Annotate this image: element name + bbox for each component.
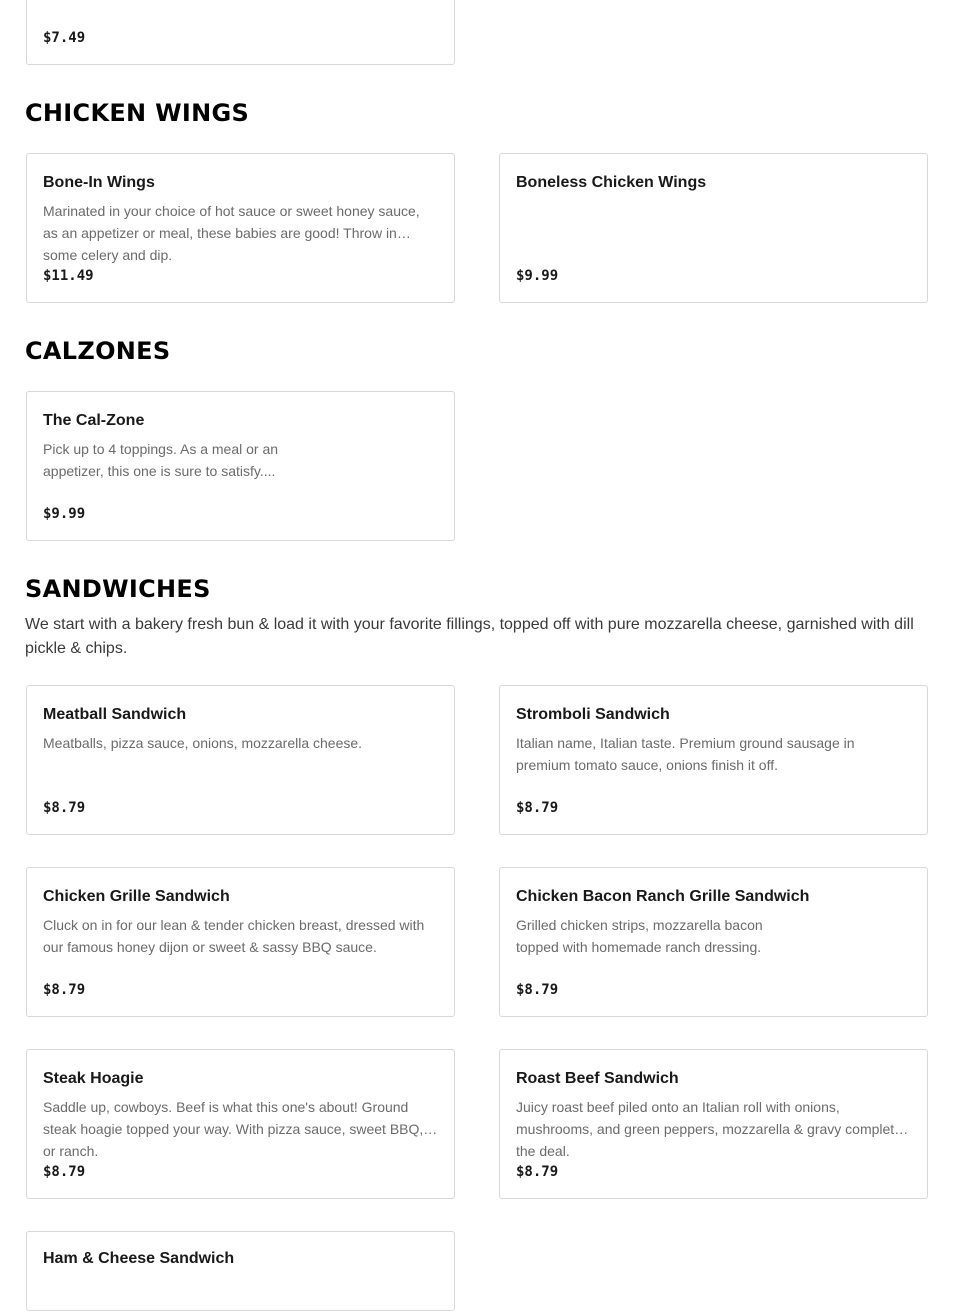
item-description: Cluck on in for our lean & tender chicken breast, dressed with our famous honey dijon or sweet & sassy BBQ sauce. <box>43 917 425 955</box>
item-price: $8.79 <box>43 1164 86 1180</box>
item-description: Meatballs, pizza sauce, onions, mozzarella cheese. <box>43 735 363 751</box>
menu-item-card[interactable] <box>26 685 455 835</box>
menu-item-card[interactable] <box>499 867 928 1017</box>
menu-item-card[interactable] <box>26 391 455 541</box>
item-price: $8.79 <box>43 982 86 998</box>
item-price: $8.79 <box>516 1164 559 1180</box>
item-price: $8.79 <box>516 800 559 816</box>
item-name: Meatball Sandwich <box>43 706 187 723</box>
item-name: Bone-In Wings <box>43 174 155 191</box>
item-description: Juicy roast beef piled onto an Italian roll with onions, mushrooms, and green peppers, mozzarella & gravy complete the deal. <box>516 1099 902 1159</box>
menu-item-card[interactable] <box>26 867 455 1017</box>
section-heading-calzones: CALZONES <box>25 337 171 365</box>
item-description: Italian name, Italian taste. Premium ground sausage in premium tomato sauce, onions finish it off. <box>516 735 855 773</box>
item-name: Ham & Cheese Sandwich <box>43 1250 235 1267</box>
menu-item-card[interactable] <box>499 1049 928 1199</box>
section-heading-chicken-wings: CHICKEN WINGS <box>25 99 250 127</box>
menu-item-card-partial[interactable] <box>26 0 455 65</box>
item-price: $11.49 <box>43 268 94 284</box>
menu-item-card[interactable] <box>499 685 928 835</box>
menu-item-card[interactable] <box>26 1049 455 1199</box>
item-name: Chicken Bacon Ranch Grille Sandwich <box>516 888 810 905</box>
item-name: Boneless Chicken Wings <box>516 174 707 191</box>
section-heading-sandwiches: SANDWICHES <box>25 575 211 603</box>
item-description: Saddle up, cowboys. Beef is what this one's about! Ground steak hoagie topped your way. With pizza sauce, sweet BBQ, or ranch. <box>43 1099 424 1159</box>
item-name: Stromboli Sandwich <box>516 706 670 723</box>
item-description: Pick up to 4 toppings. As a meal or an appetizer, this one is sure to satisfy.... <box>43 441 279 479</box>
item-name: Roast Beef Sandwich <box>516 1070 679 1087</box>
item-price: $8.79 <box>516 982 559 998</box>
menu-item-card[interactable] <box>499 153 928 303</box>
menu-item-card[interactable] <box>26 1231 455 1311</box>
item-name: Steak Hoagie <box>43 1070 144 1087</box>
menu-item-card[interactable] <box>26 153 455 303</box>
item-name: The Cal-Zone <box>43 412 145 429</box>
item-price: $9.99 <box>516 268 559 284</box>
item-price: $7.49 <box>43 30 86 46</box>
item-price: $8.79 <box>43 800 86 816</box>
item-price: $9.99 <box>43 506 86 522</box>
item-description: Grilled chicken strips, mozzarella bacon topped with homemade ranch dressing. <box>516 917 763 955</box>
item-name: Chicken Grille Sandwich <box>43 888 230 905</box>
item-description: Marinated in your choice of hot sauce or sweet honey sauce, as an appetizer or meal, these babies are good! Throw in some celery and dip. <box>43 203 420 263</box>
section-description: We start with a bakery fresh bun & load it with your favorite fillings, topped off with pure mozzarella cheese, garnished with dill pickle & chips. <box>25 616 914 657</box>
